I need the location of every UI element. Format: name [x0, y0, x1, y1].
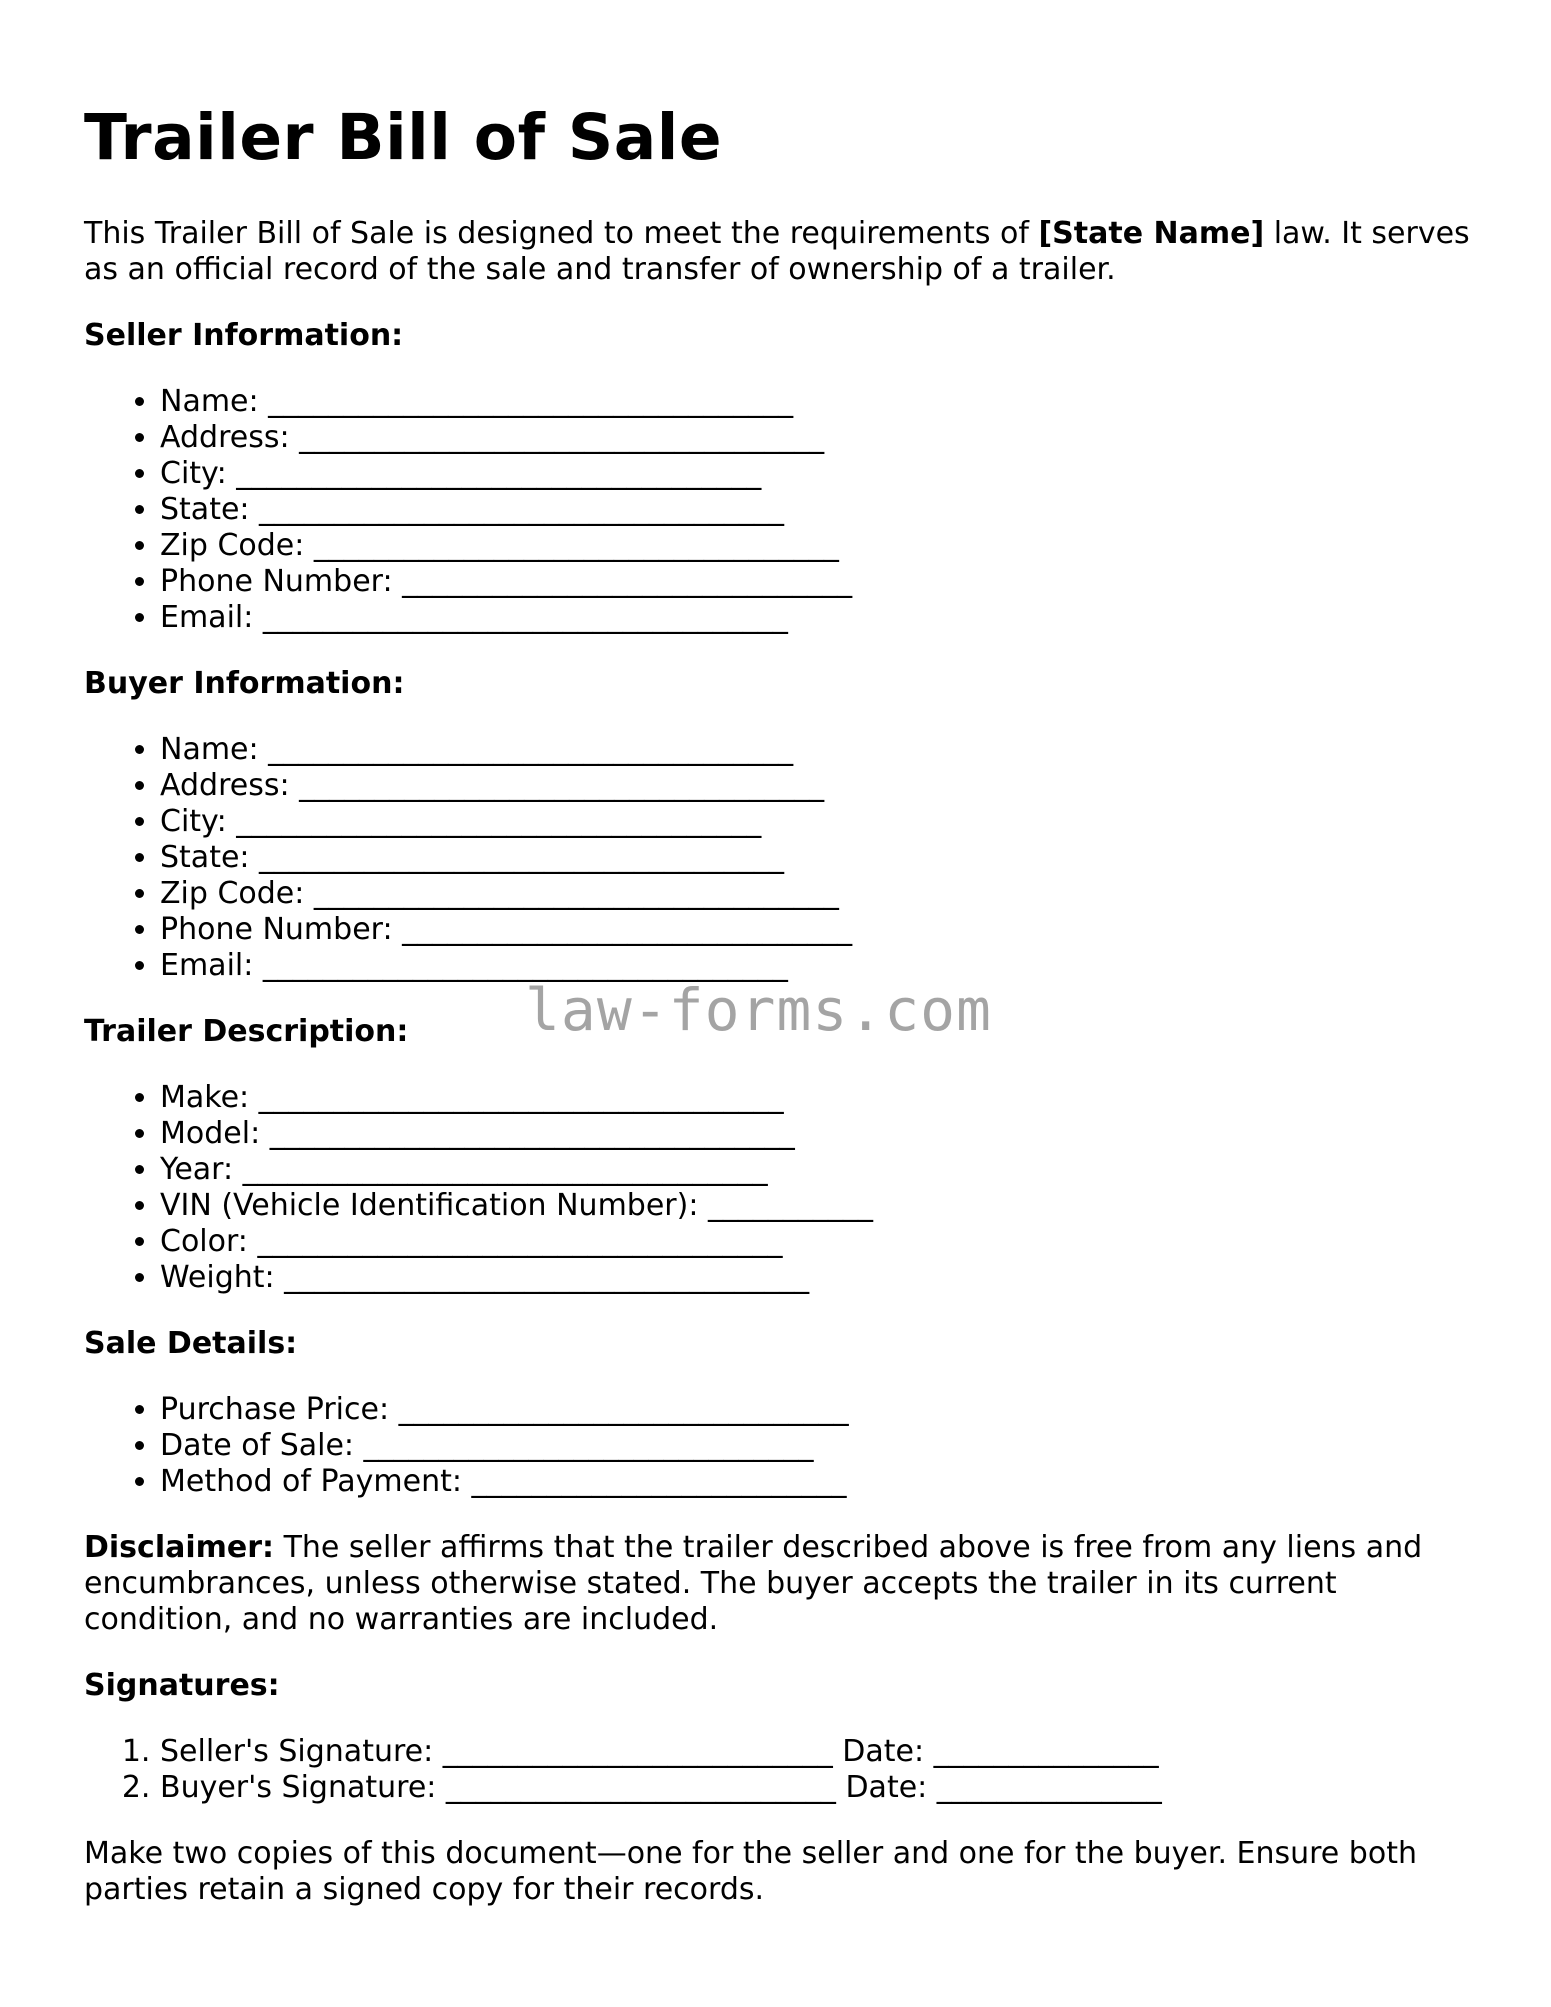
buyer-city-field: • City: ___________________________________: [160, 804, 1474, 840]
trailer-description-list: [84, 1080, 1474, 1296]
seller-address-field: • Address: ___________________________________: [160, 420, 1474, 456]
seller-information-heading: Seller Information:: [84, 318, 404, 353]
seller-name-field: • Name: ___________________________________: [160, 384, 1474, 420]
buyer-zip-field: • Zip Code: ___________________________________: [160, 876, 1474, 912]
trailer-model-field: • Model: ___________________________________: [160, 1116, 1474, 1152]
purchase-price-field: • Purchase Price: ______________________________: [160, 1392, 1474, 1428]
buyer-phone-field: • Phone Number: ______________________________: [160, 912, 1474, 948]
closing-paragraph: Make two copies of this document—one for the seller and one for the buyer. Ensure both parties retain a signed copy for their records.: [84, 1836, 1417, 1907]
trailer-year-field: • Year: ___________________________________: [160, 1152, 1474, 1188]
method-of-payment-field: • Method of Payment: _________________________: [160, 1464, 1474, 1500]
sale-details-heading: Sale Details:: [84, 1326, 298, 1361]
buyer-information-list: [84, 732, 1474, 984]
trailer-vin-field: • VIN (Vehicle Identification Number): ___________: [160, 1188, 1474, 1224]
signatures-list: [84, 1734, 1474, 1806]
watermark-text: law-forms.com: [525, 976, 992, 1044]
buyer-name-field: • Name: ___________________________________: [160, 732, 1474, 768]
seller-information-list: [84, 384, 1474, 636]
buyer-information-heading: Buyer Information:: [84, 666, 405, 701]
disclaimer-paragraph: [84, 1530, 1474, 1638]
disclaimer-label: Disclaimer:: [84, 1530, 275, 1565]
trailer-color-field: • Color: ___________________________________: [160, 1224, 1474, 1260]
trailer-weight-field: • Weight: ___________________________________: [160, 1260, 1474, 1296]
intro-text-before: This Trailer Bill of Sale is designed to meet the requirements of: [84, 216, 1039, 251]
state-name-placeholder: [State Name]: [1038, 216, 1265, 251]
buyer-address-field: • Address: ___________________________________: [160, 768, 1474, 804]
seller-state-field: • State: ___________________________________: [160, 492, 1474, 528]
signatures-heading: Signatures:: [84, 1668, 280, 1703]
seller-email-field: • Email: ___________________________________: [160, 600, 1474, 636]
buyer-signature-line: 2. Buyer's Signature: __________________________ Date: _______________: [160, 1770, 1474, 1806]
sale-details-list: [84, 1392, 1474, 1500]
seller-zip-field: • Zip Code: ___________________________________: [160, 528, 1474, 564]
trailer-make-field: • Make: ___________________________________: [160, 1080, 1474, 1116]
date-of-sale-field: • Date of Sale: ______________________________: [160, 1428, 1474, 1464]
buyer-email-field: • Email: ___________________________________: [160, 948, 1474, 984]
document-title: Trailer Bill of Sale: [84, 101, 723, 174]
intro-paragraph: [84, 216, 1474, 288]
seller-signature-line: 1. Seller's Signature: __________________________ Date: _______________: [160, 1734, 1474, 1770]
intro-text-after: law. It serves as an official record of the sale and transfer of ownership of a trailer.: [84, 216, 1470, 287]
buyer-state-field: • State: ___________________________________: [160, 840, 1474, 876]
disclaimer-text: The seller affirms that the trailer described above is free from any liens and encumbrances, unless otherwise stated. The buyer accepts the trailer in its current condition, and no warranties are included.: [84, 1530, 1423, 1637]
seller-phone-field: • Phone Number: ______________________________: [160, 564, 1474, 600]
seller-city-field: • City: ___________________________________: [160, 456, 1474, 492]
trailer-description-heading: Trailer Description:: [84, 1014, 409, 1049]
